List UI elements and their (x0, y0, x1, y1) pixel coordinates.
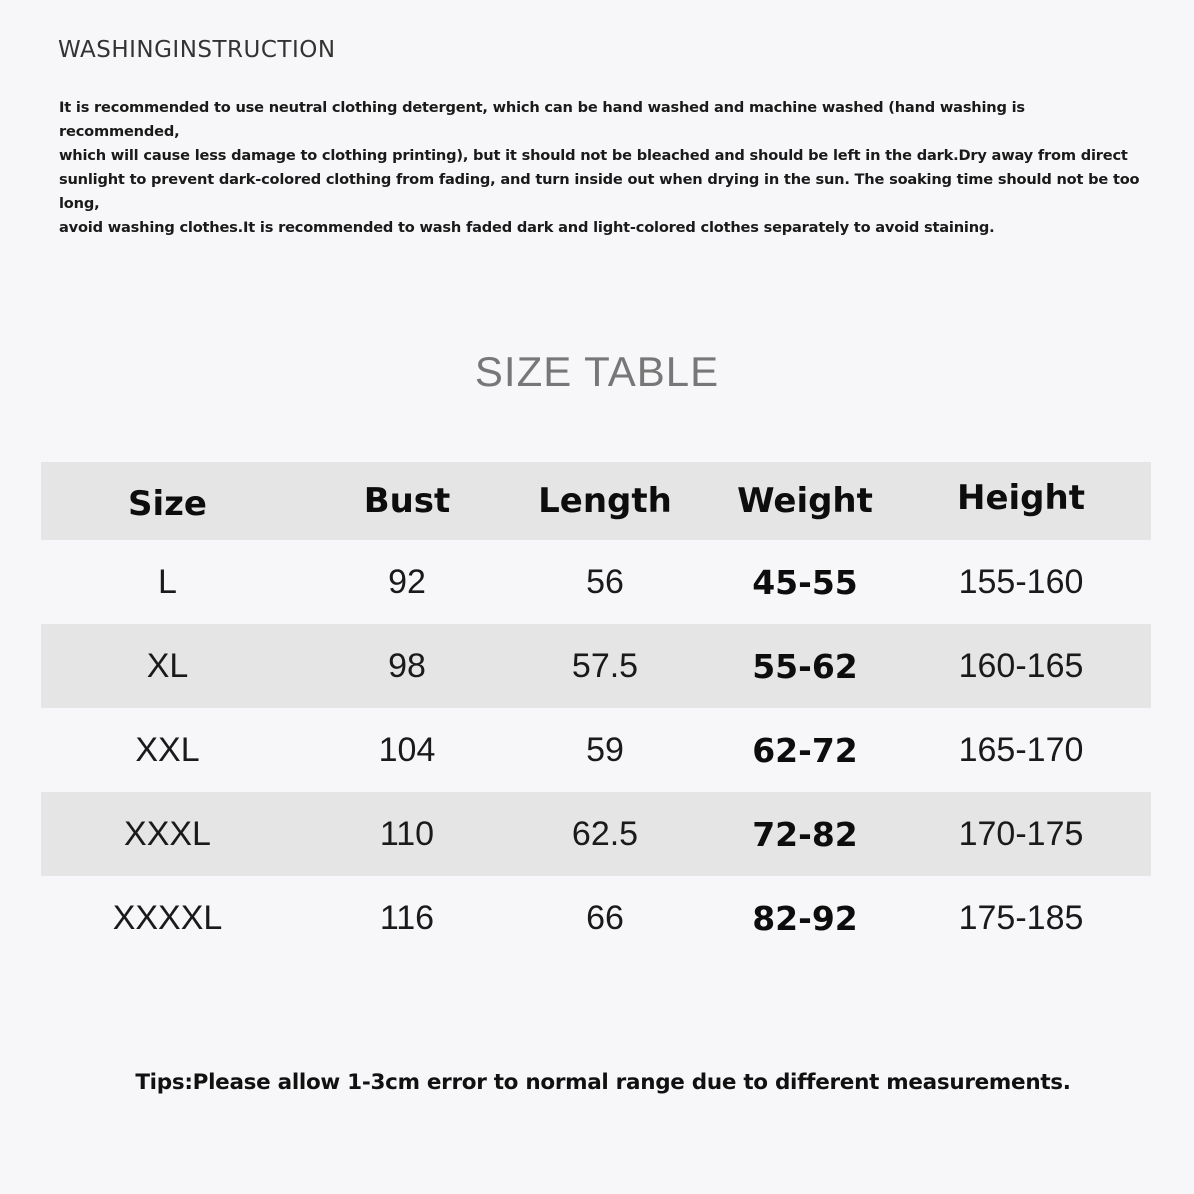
size-cell: XXXL (124, 814, 211, 853)
size-table (41, 462, 1151, 960)
table-row (41, 540, 1151, 624)
bust-cell: 104 (378, 730, 436, 769)
height-cell: 160-165 (958, 646, 1084, 685)
size-cell: XXXXL (112, 898, 223, 937)
size-table-title: SIZE TABLE (474, 348, 720, 395)
bust-cell: 110 (379, 814, 435, 853)
bust-cell: 116 (379, 898, 435, 937)
column-header-height: Height (957, 478, 1085, 518)
size-cell: L (158, 562, 177, 601)
column-header-length: Length (538, 481, 672, 521)
length-cell: 56 (586, 562, 624, 601)
washing-instruction-line: avoid washing clothes.It is recommended to wash faded dark and light-colored clothes separately to avoid staining. (59, 219, 995, 236)
height-cell: 175-185 (958, 898, 1084, 937)
table-row (41, 624, 1151, 708)
washing-instruction-line: It is recommended to use neutral clothing detergent, which can be hand washed and machine washed (hand washing is recommended, (59, 99, 1025, 140)
height-cell: 155-160 (958, 562, 1084, 601)
weight-cell: 72-82 (752, 814, 858, 854)
table-row (41, 708, 1151, 792)
washing-instruction-title: WASHINGINSTRUCTION (58, 37, 336, 63)
table-row (41, 792, 1151, 876)
weight-cell: 82-92 (752, 898, 858, 938)
weight-cell: 62-72 (752, 730, 858, 770)
length-cell: 59 (586, 730, 624, 769)
washing-instruction-line: which will cause less damage to clothing printing), but it should not be bleached and should be left in the dark.Dry away from direct (59, 147, 1128, 164)
weight-cell: 55-62 (752, 646, 858, 686)
column-header-size: Size (128, 484, 207, 524)
length-cell: 57.5 (571, 646, 639, 685)
measurement-tips: Tips:Please allow 1-3cm error to normal range due to different measurements. (135, 1070, 1071, 1095)
weight-cell: 45-55 (752, 562, 858, 602)
column-header-bust: Bust (363, 481, 451, 521)
bust-cell: 92 (388, 562, 426, 601)
column-header-weight: Weight (737, 481, 873, 521)
height-cell: 170-175 (958, 814, 1084, 853)
bust-cell: 98 (388, 646, 426, 685)
washing-instruction-line: sunlight to prevent dark-colored clothing from fading, and turn inside out when drying in the sun. The soaking time should not be too long, (59, 171, 1140, 212)
size-cell: XXL (135, 730, 200, 769)
height-cell: 165-170 (958, 730, 1084, 769)
length-cell: 62.5 (571, 814, 639, 853)
length-cell: 66 (586, 898, 624, 937)
size-cell: XL (146, 646, 189, 685)
washing-instruction-text (59, 96, 1149, 240)
table-row (41, 876, 1151, 960)
size-table-header-row (41, 462, 1151, 540)
